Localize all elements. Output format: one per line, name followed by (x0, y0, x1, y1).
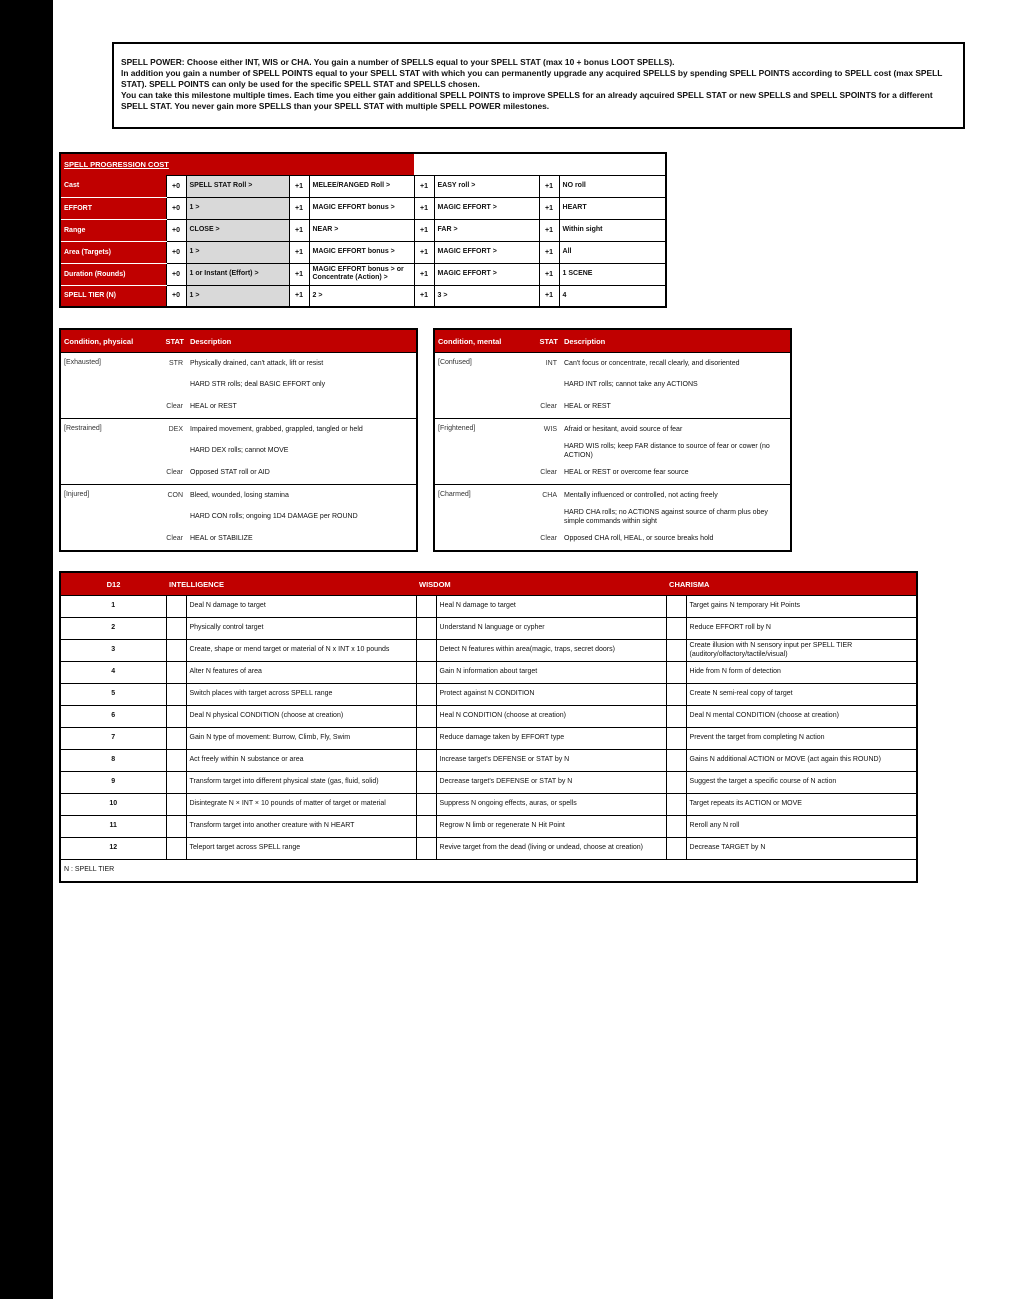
condition-description: HEAL or STABILIZE (190, 534, 253, 542)
d12-row (60, 684, 917, 706)
spell-wis: Suppress N ongoing effects, auras, or spells (436, 794, 666, 816)
progression-title: SPELL PROGRESSION COST (60, 153, 414, 175)
spell-int: Transform target into another creature with N HEART (186, 816, 416, 838)
progression-label: Range (60, 219, 166, 241)
spell-int: Alter N features of area (186, 662, 416, 684)
progression-row (60, 263, 666, 285)
spell-checkbox[interactable] (666, 706, 686, 728)
spell-checkbox[interactable] (416, 706, 436, 728)
d12-row (60, 838, 917, 860)
spell-checkbox[interactable] (416, 794, 436, 816)
condition-description: HARD WIS rolls; keep FAR distance to source of fear or cower (no ACTION) (564, 443, 770, 459)
condition-description: HARD INT rolls; cannot take any ACTIONS (564, 381, 698, 389)
spell-wis: Understand N language or cypher (436, 618, 666, 640)
cost-cell: +0 (166, 263, 186, 285)
d12-row (60, 750, 917, 772)
spell-wis: Detect N features within area(magic, traps, secret doors) (436, 640, 666, 662)
value-cell: 3 > (434, 285, 539, 307)
progression-label: Duration (Rounds) (60, 263, 166, 285)
progression-row (60, 285, 666, 307)
spell-checkbox[interactable] (666, 838, 686, 860)
spell-checkbox[interactable] (666, 772, 686, 794)
spell-checkbox[interactable] (666, 618, 686, 640)
header-condition: Condition, mental (434, 329, 522, 353)
physical-conditions-table (59, 328, 418, 552)
spell-cha: Hide from N form of detection (686, 662, 917, 684)
cost-cell: +0 (166, 175, 186, 197)
condition-stat: Clear (540, 469, 557, 477)
intro-line-1: SPELL POWER: Choose either INT, WIS or CHA. You gain a number of SPELLS equal to your SPELL STAT (max 10 + bonus LOOT SPELLS). (121, 57, 675, 67)
spell-checkbox[interactable] (666, 684, 686, 706)
value-cell: NO roll (559, 175, 666, 197)
value-cell: EASY roll > (434, 175, 539, 197)
condition-stat: CHA (522, 485, 561, 507)
value-cell: MAGIC EFFORT > (434, 241, 539, 263)
spell-wis: Revive target from the dead (living or undead, choose at creation) (436, 838, 666, 860)
spell-int: Create, shape or mend target or material of N x INT x 10 pounds (186, 640, 416, 662)
d12-row (60, 618, 917, 640)
spell-wis: Decrease target's DEFENSE or STAT by N (436, 772, 666, 794)
value-cell: All (559, 241, 666, 263)
header-description: Description (561, 329, 791, 353)
header-stat: STAT (522, 329, 561, 353)
spell-checkbox[interactable] (166, 794, 186, 816)
d12-roll: 8 (60, 750, 166, 772)
cost-cell: +1 (289, 219, 309, 241)
condition-row (434, 419, 791, 441)
spell-checkbox[interactable] (416, 728, 436, 750)
spell-checkbox[interactable] (416, 750, 436, 772)
d12-roll: 4 (60, 662, 166, 684)
spell-checkbox[interactable] (666, 728, 686, 750)
condition-description: HARD CON rolls; ongoing 1D4 DAMAGE per ROUND (190, 513, 358, 521)
intro-line-3: You can take this milestone multiple times. Each time you either gain additional SPELL POINTS to improve SPELLS for an already aqcuired SPELL STAT or new SPELLS and SPELL SPOINTS for a different SPELL STAT. You never gain more SPELLS than your SPELL STAT with multiple SPELL POWER milestones. (121, 89, 933, 111)
spell-wis: Reduce damage taken by EFFORT type (436, 728, 666, 750)
value-cell: NEAR > (309, 219, 414, 241)
condition-stat (148, 507, 187, 529)
condition-row (434, 353, 791, 375)
condition-row (60, 485, 417, 507)
d12-row (60, 640, 917, 662)
d12-row (60, 706, 917, 728)
cost-cell: +0 (166, 197, 186, 219)
spell-int: Teleport target across SPELL range (186, 838, 416, 860)
value-cell: SPELL STAT Roll > (186, 175, 289, 197)
cost-cell: +1 (414, 219, 434, 241)
value-cell: 1 > (186, 285, 289, 307)
spell-checkbox[interactable] (166, 618, 186, 640)
cost-cell: +1 (289, 175, 309, 197)
cost-cell: +1 (414, 263, 434, 285)
spell-checkbox[interactable] (166, 838, 186, 860)
condition-description: Impaired movement, grabbed, grappled, tangled or held (187, 419, 417, 441)
d12-row (60, 794, 917, 816)
spell-int: Gain N type of movement: Burrow, Climb, Fly, Swim (186, 728, 416, 750)
spell-int: Physically control target (186, 618, 416, 640)
condition-stat: STR (148, 353, 187, 375)
d12-row (60, 596, 917, 618)
d12-row (60, 772, 917, 794)
spell-checkbox[interactable] (666, 596, 686, 618)
value-cell: HEART (559, 197, 666, 219)
spell-checkbox[interactable] (166, 750, 186, 772)
header-charisma: CHARISMA (666, 572, 917, 596)
condition-name: [Charmed] (434, 485, 522, 551)
condition-row (60, 353, 417, 375)
condition-description: Bleed, wounded, losing stamina (187, 485, 417, 507)
value-cell: MAGIC EFFORT bonus > (309, 241, 414, 263)
spell-checkbox[interactable] (166, 772, 186, 794)
condition-name: [Confused] (434, 353, 522, 419)
value-cell: MAGIC EFFORT bonus > or Concentrate (Action) > (309, 263, 414, 285)
value-cell: MAGIC EFFORT > (434, 263, 539, 285)
cost-cell: +0 (166, 285, 186, 307)
spell-cha: Target repeats its ACTION or MOVE (686, 794, 917, 816)
spell-checkbox[interactable] (666, 640, 686, 662)
condition-stat: Clear (540, 534, 557, 542)
spell-cha: Deal N mental CONDITION (choose at creation) (686, 706, 917, 728)
spell-checkbox[interactable] (666, 750, 686, 772)
spell-checkbox[interactable] (166, 684, 186, 706)
spell-int: Act freely within N substance or area (186, 750, 416, 772)
header-wisdom: WISDOM (416, 572, 666, 596)
d12-row (60, 728, 917, 750)
d12-roll: 2 (60, 618, 166, 640)
condition-stat (522, 441, 561, 463)
condition-name: [Injured] (60, 485, 148, 551)
condition-stat (148, 441, 187, 463)
spell-cha: Create N semi-real copy of target (686, 684, 917, 706)
condition-stat (522, 507, 561, 529)
d12-roll: 12 (60, 838, 166, 860)
value-cell: 1 > (186, 197, 289, 219)
condition-row (60, 419, 417, 441)
spell-int: Switch places with target across SPELL range (186, 684, 416, 706)
condition-stat: Clear (166, 403, 183, 411)
condition-description: HARD CHA rolls; no ACTIONS against source of charm plus obey simple commands within sight (564, 509, 768, 525)
mental-conditions-table (433, 328, 792, 552)
d12-roll: 7 (60, 728, 166, 750)
header-condition: Condition, physical (60, 329, 148, 353)
header-d12: D12 (60, 572, 166, 596)
d12-row (60, 816, 917, 838)
condition-stat: DEX (148, 419, 187, 441)
condition-stat: Clear (540, 403, 557, 411)
spell-checkbox[interactable] (666, 816, 686, 838)
value-cell: 1 > (186, 241, 289, 263)
cost-cell: +1 (539, 241, 559, 263)
cost-cell: +1 (539, 285, 559, 307)
cost-cell: +1 (289, 241, 309, 263)
spell-checkbox[interactable] (416, 816, 436, 838)
spell-cha: Reroll any N roll (686, 816, 917, 838)
spell-cha: Decrease TARGET by N (686, 838, 917, 860)
condition-description: Physically drained, can't attack, lift or resist (187, 353, 417, 375)
spell-checkbox[interactable] (166, 662, 186, 684)
spell-checkbox[interactable] (166, 728, 186, 750)
spell-wis: Heal N damage to target (436, 596, 666, 618)
d12-roll: 10 (60, 794, 166, 816)
spell-progression-table (59, 152, 667, 308)
d12-roll: 3 (60, 640, 166, 662)
cost-cell: +1 (414, 197, 434, 219)
condition-stat: CON (148, 485, 187, 507)
intro-line-2: In addition you gain a number of SPELL POINTS equal to your SPELL STAT with which you can permanently upgrade any acquired SPELLS by spending SPELL POINTS according to SPELL cost (max SPELL STAT). SPELL POINTS can only be used for the specific SPELL STAT and SPELLS chosen. (121, 67, 943, 89)
condition-description: Opposed STAT roll or AID (190, 469, 270, 477)
spell-checkbox[interactable] (416, 640, 436, 662)
condition-name: [Frightened] (434, 419, 522, 485)
spell-cha: Reduce EFFORT roll by N (686, 618, 917, 640)
condition-description: HARD DEX rolls; cannot MOVE (190, 447, 289, 455)
value-cell: FAR > (434, 219, 539, 241)
spell-cha: Prevent the target from completing N action (686, 728, 917, 750)
condition-stat: INT (522, 353, 561, 375)
cost-cell: +1 (414, 241, 434, 263)
d12-roll: 11 (60, 816, 166, 838)
progression-label: SPELL TIER (N) (60, 285, 166, 307)
condition-stat: Clear (166, 534, 183, 542)
spell-checkbox[interactable] (166, 706, 186, 728)
cost-cell: +1 (414, 175, 434, 197)
value-cell: Within sight (559, 219, 666, 241)
d12-footer-row (60, 860, 917, 882)
cost-cell: +0 (166, 219, 186, 241)
spell-checkbox[interactable] (416, 684, 436, 706)
condition-description: Mentally influenced or controlled, not acting freely (561, 485, 791, 507)
progression-row (60, 197, 666, 219)
value-cell: MELEE/RANGED Roll > (309, 175, 414, 197)
spell-checkbox[interactable] (416, 596, 436, 618)
d12-spell-table (59, 571, 918, 883)
progression-label: EFFORT (60, 197, 166, 219)
spell-checkbox[interactable] (416, 838, 436, 860)
header-intelligence: INTELLIGENCE (166, 572, 416, 596)
value-cell: MAGIC EFFORT > (434, 197, 539, 219)
spell-wis: Gain N information about target (436, 662, 666, 684)
condition-description: Can't focus or concentrate, recall clearly, and disoriented (561, 353, 791, 375)
condition-description: HEAL or REST (190, 403, 237, 411)
d12-roll: 9 (60, 772, 166, 794)
spell-checkbox[interactable] (416, 618, 436, 640)
spell-wis: Regrow N limb or regenerate N Hit Point (436, 816, 666, 838)
header-description: Description (187, 329, 417, 353)
spell-int: Disintegrate N × INT × 10 pounds of matter of target or material (186, 794, 416, 816)
spell-checkbox[interactable] (166, 816, 186, 838)
cost-cell: +1 (539, 175, 559, 197)
spell-checkbox[interactable] (416, 662, 436, 684)
spell-cha: Create illusion with N sensory input per SPELL TIER (auditory/olfactory/tactile/visual) (686, 640, 917, 662)
progression-label: Area (Targets) (60, 241, 166, 263)
d12-roll: 1 (60, 596, 166, 618)
progression-row (60, 175, 666, 197)
spell-checkbox[interactable] (416, 772, 436, 794)
spell-wis: Protect against N CONDITION (436, 684, 666, 706)
value-cell: 1 SCENE (559, 263, 666, 285)
spell-checkbox[interactable] (166, 596, 186, 618)
spell-int: Deal N damage to target (186, 596, 416, 618)
value-cell: CLOSE > (186, 219, 289, 241)
condition-description: HEAL or REST or overcome fear source (564, 469, 689, 477)
condition-stat: Clear (166, 469, 183, 477)
progression-row (60, 219, 666, 241)
spell-checkbox[interactable] (666, 794, 686, 816)
condition-description: HEAL or REST (564, 403, 611, 411)
d12-roll: 5 (60, 684, 166, 706)
value-cell: 1 or Instant (Effort) > (186, 263, 289, 285)
header-stat: STAT (148, 329, 187, 353)
condition-name: [Exhausted] (60, 353, 148, 419)
condition-description: Opposed CHA roll, HEAL, or source breaks hold (564, 534, 714, 542)
cost-cell: +1 (289, 197, 309, 219)
spell-int: Transform target into different physical state (gas, fluid, solid) (186, 772, 416, 794)
value-cell: 4 (559, 285, 666, 307)
value-cell: MAGIC EFFORT bonus > (309, 197, 414, 219)
cost-cell: +0 (166, 241, 186, 263)
cost-cell: +1 (539, 197, 559, 219)
condition-name: [Restrained] (60, 419, 148, 485)
condition-row (434, 485, 791, 507)
condition-stat: WIS (522, 419, 561, 441)
cost-cell: +1 (539, 219, 559, 241)
condition-description: Afraid or hesitant, avoid source of fear (561, 419, 791, 441)
spell-cha: Suggest the target a specific course of N action (686, 772, 917, 794)
spell-wis: Heal N CONDITION (choose at creation) (436, 706, 666, 728)
progression-row (60, 241, 666, 263)
condition-stat (148, 375, 187, 397)
condition-description: HARD STR rolls; deal BASIC EFFORT only (190, 381, 326, 389)
cost-cell: +1 (539, 263, 559, 285)
cost-cell: +1 (414, 285, 434, 307)
d12-roll: 6 (60, 706, 166, 728)
cost-cell: +1 (289, 263, 309, 285)
spell-checkbox[interactable] (166, 640, 186, 662)
spell-checkbox[interactable] (666, 662, 686, 684)
spell-tier-note: N : SPELL TIER (60, 860, 917, 882)
cost-cell: +1 (289, 285, 309, 307)
spell-wis: Increase target's DEFENSE or STAT by N (436, 750, 666, 772)
d12-row (60, 662, 917, 684)
spell-power-description (112, 42, 965, 129)
condition-stat (522, 375, 561, 397)
spell-cha: Target gains N temporary Hit Points (686, 596, 917, 618)
value-cell: 2 > (309, 285, 414, 307)
progression-label: Cast (60, 175, 166, 197)
spell-cha: Gains N additional ACTION or MOVE (act again this ROUND) (686, 750, 917, 772)
spell-int: Deal N physical CONDITION (choose at creation) (186, 706, 416, 728)
